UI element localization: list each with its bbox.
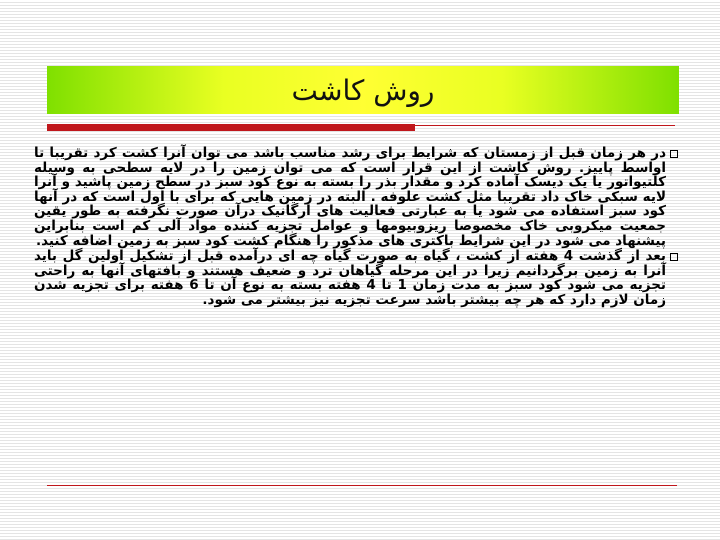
title-banner — [47, 66, 679, 114]
body-paragraph — [34, 146, 678, 248]
square-bullet-icon — [670, 253, 678, 261]
slide-body — [34, 146, 678, 309]
bottom-divider-line — [47, 485, 677, 486]
square-bullet-icon — [670, 150, 678, 158]
paragraph-text: در هر زمان قبل از زمستان که شرایط برای رشد مناسب باشد می توان آنرا کشت کرد تقریبا تا اواسط پاییز. روش کاشت از این قرار است که می توان زمین را در لایه سطحی به وسیله کلتیواتور یا یک دیسک آماده کرد و مقدار بذر را بسته به نوع کود سبز در سطح زمین پاشید و آنرا لایه سبکی خاک داد تقریبا مثل کشت علوفه . البته در زمین هایی که برای با اول است که در آنها کود سبز استفاده می شود یا به عبارتی فعالیت های ارگانیک درآن صورت نگرفته به طور یقین جمعیت میکروبی خاک مخصوصا ریزوبیومها و عوامل تجزیه کننده مواد آلی کم است بنابراین پیشنهاد می شود در این شرایط باکتری های مذکور را هنگام کشت کود سبز به زمین اضافه کنید. — [34, 145, 666, 249]
paragraph-text: بعد از گذشت 4 هفته از کشت ، گیاه به صورت گیاه چه ای درآمده قبل از تشکیل اولین گل باید آنرا به زمین برگردانیم زیرا در این مرحله گیاهان ترد و ضعیف هستند و بافتهای آنها به راحتی تجزیه می شود کود سبز به مدت زمان 1 تا 4 هفته بسته به نوع آن تا 6 هفته برای تجزیه شدن زمان لازم دارد که هر چه بیشتر باشد سرعت تجزیه نیز بیشتر می شود. — [34, 248, 667, 308]
divider-line — [415, 125, 675, 126]
red-accent-bar — [47, 124, 415, 131]
slide-title: روش کاشت — [291, 73, 435, 107]
body-paragraph — [34, 249, 678, 307]
